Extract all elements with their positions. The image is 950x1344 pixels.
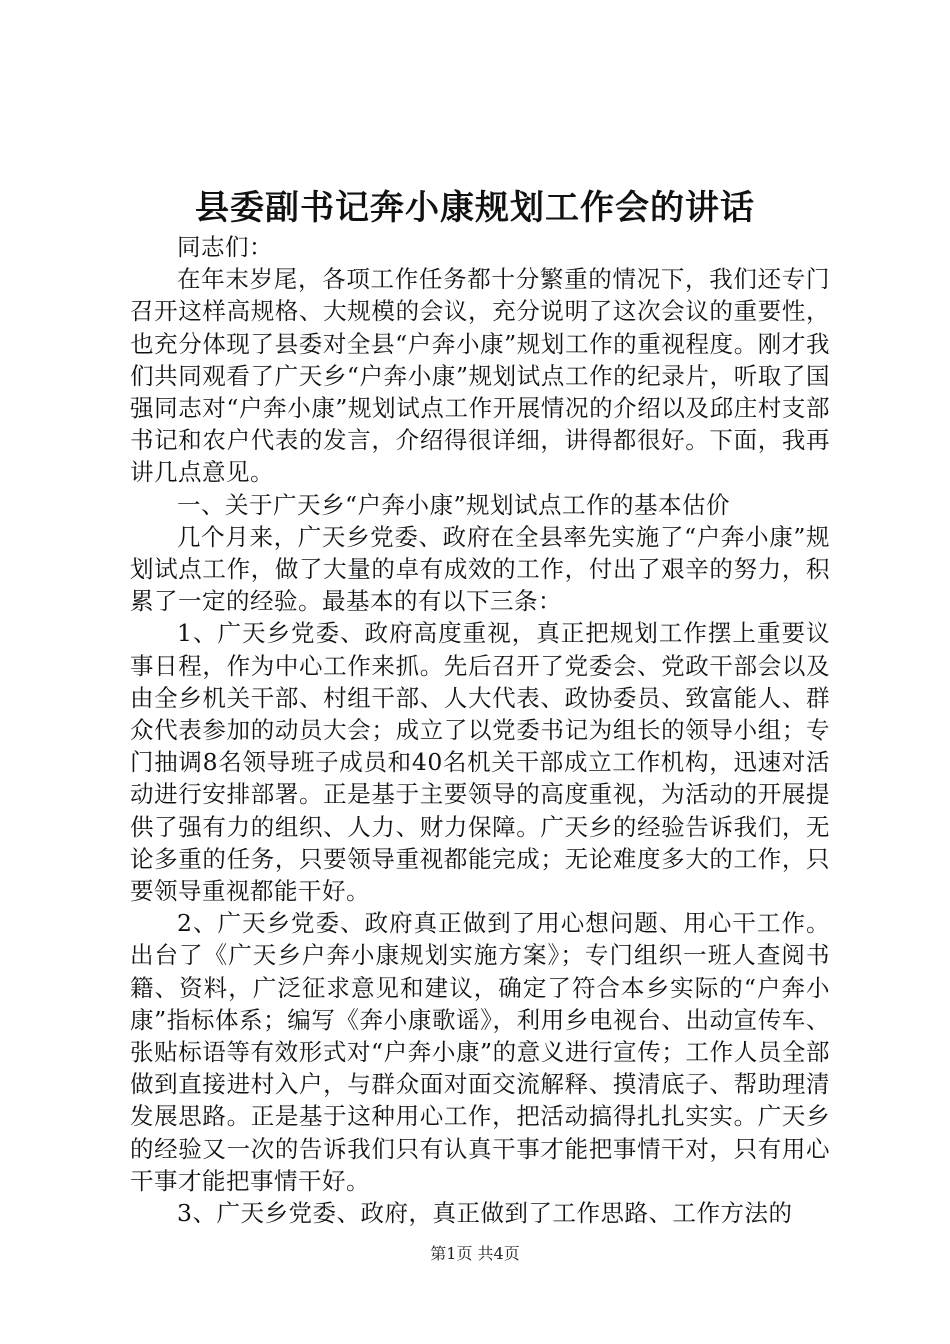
salutation-paragraph: 同志们： [177,233,273,261]
point-two-paragraph: 2、广天乡党委、政府真正做到了用心想问题、用心干工作。出台了《广天乡户奔小康规划实施方案》；专门组织一班人查阅书籍、资料，广泛征求意见和建议，确定了符合本乡实际的“户奔小康”指标体系；编写《奔小康歌谣》，利用乡电视台、出动宣传车、张贴标语等有效形式对“户奔小康”的意义进行宣传；工作人员全部做到直接进村入户，与群众面对面交流解释、摸清底子、帮助理清发展思路。正是基于这种用心工作，把活动搞得扎扎实实。广天乡的经验又一次的告诉我们只有认真干事才能把事情干对，只有用心干事才能把事情干好。 [130,909,830,1195]
overview-paragraph: 几个月来，广天乡党委、政府在全县率先实施了“户奔小康”规划试点工作，做了大量的卓有成效的工作，付出了艰辛的努力，积累了一定的经验。最基本的有以下三条： [130,522,830,616]
point-one-paragraph: 1、广天乡党委、政府高度重视，真正把规划工作摆上重要议事日程，作为中心工作来抓。先后召开了党委会、党政干部会以及由全乡机关干部、村组干部、人大代表、政协委员、致富能人、群众代表参加的动员大会；成立了以党委书记为组长的领导小组；专门抽调8名领导班子成员和40名机关干部成立工作机构，迅速对活动进行安排部署。正是基于主要领导的高度重视，为活动的开展提供了强有力的组织、人力、财力保障。广天乡的经验告诉我们，无论多重的任务，只要领导重视都能完成；无论难度多大的工作，只要领导重视都能干好。 [130,619,830,906]
point-three-paragraph: 3、广天乡党委、政府，真正做到了工作思路、工作方法的 [177,1199,793,1228]
page-number-footer: 第1页 共4页 [430,1244,520,1263]
intro-paragraph: 在年末岁尾，各项工作任务都十分繁重的情况下，我们还专门召开这样高规格、大规模的会议，充分说明了这次会议的重要性，也充分体现了县委对全县“户奔小康”规划工作的重视程度。刚才我们共同观看了广天乡“户奔小康”规划试点工作的纪录片，听取了国强同志对“户奔小康”规划试点工作开展情况的介绍以及邱庄村支部书记和农户代表的发言，介绍得很详细，讲得都很好。下面，我再讲几点意见。 [130,265,830,487]
document-body [130,231,830,1229]
section-heading: 一、关于广天乡“户奔小康”规划试点工作的基本估价 [177,490,731,519]
document-title: 县委副书记奔小康规划工作会的讲话 [195,188,755,228]
